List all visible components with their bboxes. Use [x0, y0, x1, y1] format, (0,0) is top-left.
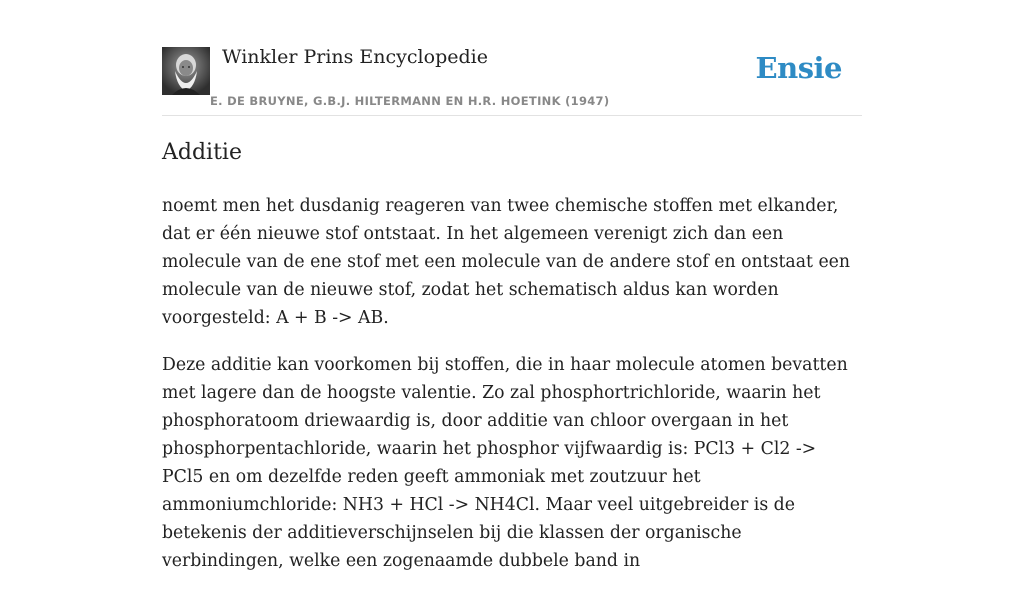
entry-body [162, 192, 862, 594]
paragraph: Deze additie kan voorkomen bij stoffen, die in haar molecule atomen bevatten met lagere dan de hoogste valentie. Zo zal phosphortrichloride, waarin het phosphoratoom driewaardig is, door additie van chloor overgaan in het phosphorpentachloride, waarin het phosphor vijfwaardig is: PCl3 + Cl2 -> PCl5 en om dezelfde reden geeft ammoniak met zoutzuur het ammoniumchloride: NH3 + HCl -> NH4Cl. Maar veel uitgebreider is de betekenis der additieverschijnselen bij die klassen der organische verbindingen, welke een zogenaamde dubbele band in [162, 355, 848, 571]
author-portrait-icon [162, 47, 210, 95]
source-authors: E. DE BRUYNE, G.B.J. HILTERMANN EN H.R. HOETINK (1947) [210, 94, 610, 108]
avatar[interactable] [162, 47, 210, 95]
source-title[interactable]: Winkler Prins Encyclopedie [222, 46, 488, 68]
content-column [162, 0, 862, 571]
ensie-logo-link[interactable]: Ensie [755, 51, 842, 85]
source-header [162, 0, 862, 116]
paragraph: noemt men het dusdanig reageren van twee chemische stoffen met elkander, dat er één nieuwe stof ontstaat. In het algemeen verenigt zich dan een molecule van de ene stof met een molecule van de andere stof en ontstaat een molecule van de nieuwe stof, zodat het schematisch aldus kan worden voorgesteld: A + B -> AB. [162, 196, 851, 328]
page-title: Additie [162, 140, 242, 165]
